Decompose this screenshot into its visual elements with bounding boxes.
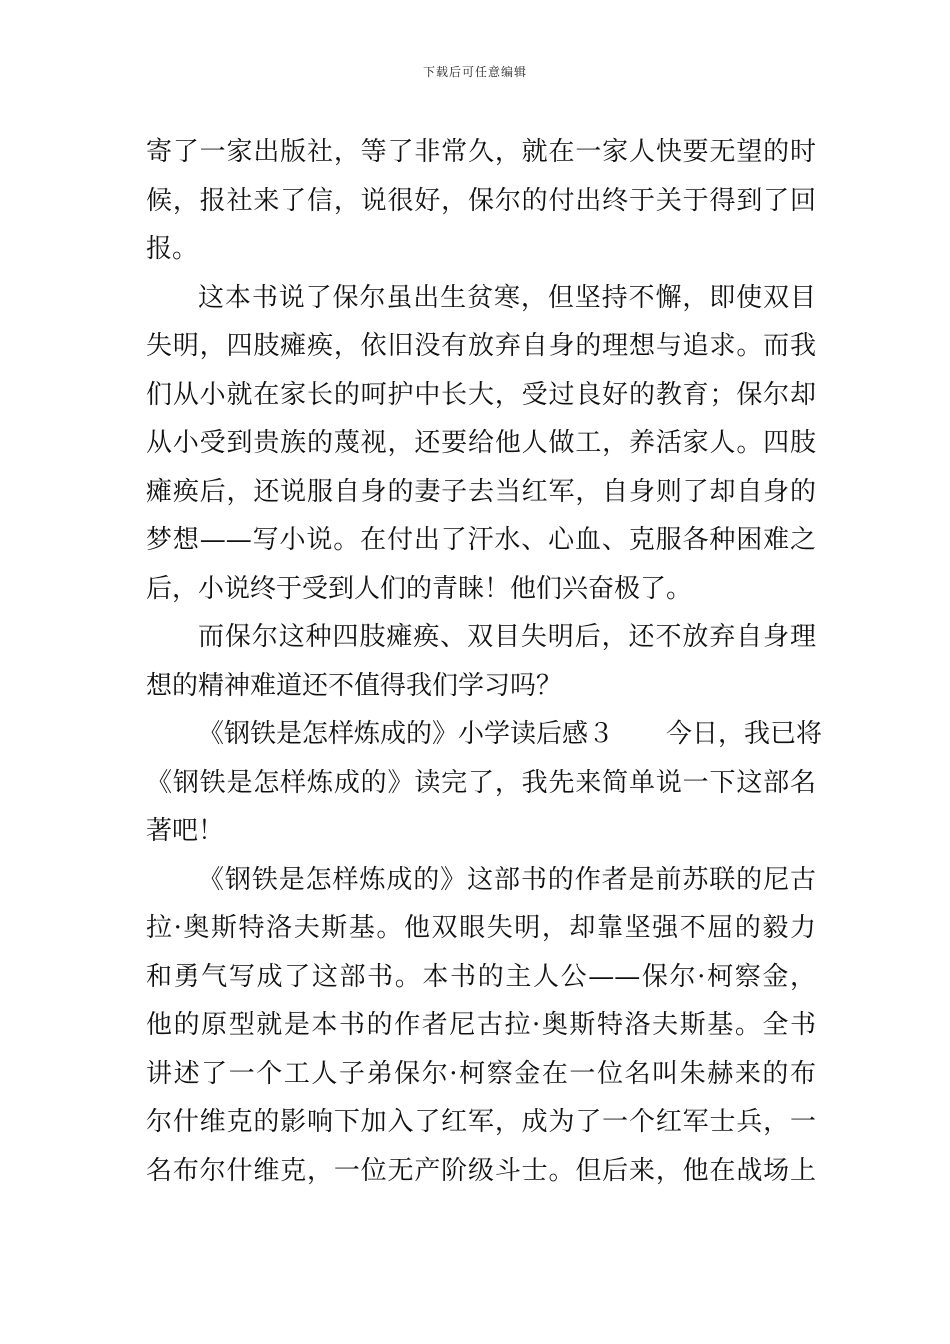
paragraph-line: 这本书说了保尔虽出生贫寒，但坚持不懈，即使双目	[198, 282, 816, 313]
paragraph-line: 从小受到贵族的蔑视，还要给他人做工，养活家人。四肢	[146, 428, 816, 458]
paragraph-line: 名布尔什维克，一位无产阶级斗士。但后来，他在战场上	[146, 1155, 816, 1186]
page-header: 下载后可任意编辑	[422, 65, 527, 79]
section-title-line	[146, 710, 823, 759]
document-body	[146, 128, 823, 1195]
section-title: 《钢铁是怎样炼成的》小学读后感３	[198, 719, 615, 749]
paragraph-start: 今日，我已将	[666, 719, 823, 749]
paragraph-line: 《钢铁是怎样炼成的》读完了，我先来简单说一下这部名	[146, 767, 816, 798]
paragraph-line: 梦想——写小说。在付出了汗水、心血、克服各种困难之	[146, 525, 816, 555]
paragraph-line: 后，小说终于受到人们的青睐！他们兴奋极了。	[146, 573, 693, 604]
paragraph-line: 尔什维克的影响下加入了红军，成为了一个红军士兵，一	[146, 1107, 816, 1137]
paragraph-line: 想的精神难道还不值得我们学习吗？	[146, 670, 563, 701]
paragraph-line: 报。	[146, 234, 199, 264]
paragraph-line: 寄了一家出版社，等了非常久，就在一家人快要无望的时	[146, 137, 816, 167]
paragraph-line: 著吧！	[146, 816, 225, 846]
paragraph-line: 和勇气写成了这部书。本书的主人公——保尔·柯察金，	[146, 961, 816, 992]
paragraph-line: 候，报社来了信，说很好，保尔的付出终于关于得到了回	[146, 185, 816, 216]
paragraph-line: 讲述了一个工人子弟保尔·柯察金在一位名叫朱赫来的布	[146, 1058, 816, 1089]
paragraph-line: 他的原型就是本书的作者尼古拉·奥斯特洛夫斯基。全书	[146, 1010, 816, 1040]
paragraph-line: 拉·奥斯特洛夫斯基。他双眼失明，却靠坚强不屈的毅力	[146, 913, 816, 943]
paragraph-line: 失明，四肢瘫痪，依旧没有放弃自身的理想与追求。而我	[146, 331, 816, 361]
paragraph-line: 们从小就在家长的呵护中长大，受过良好的教育；保尔却	[146, 379, 816, 410]
paragraph-line: 瘫痪后，还说服自身的妻子去当红军，自身则了却自身的	[146, 476, 816, 507]
paragraph-line: 《钢铁是怎样炼成的》这部书的作者是前苏联的尼古	[198, 864, 816, 895]
paragraph-line: 而保尔这种四肢瘫痪、双目失明后，还不放弃自身理	[198, 622, 816, 652]
